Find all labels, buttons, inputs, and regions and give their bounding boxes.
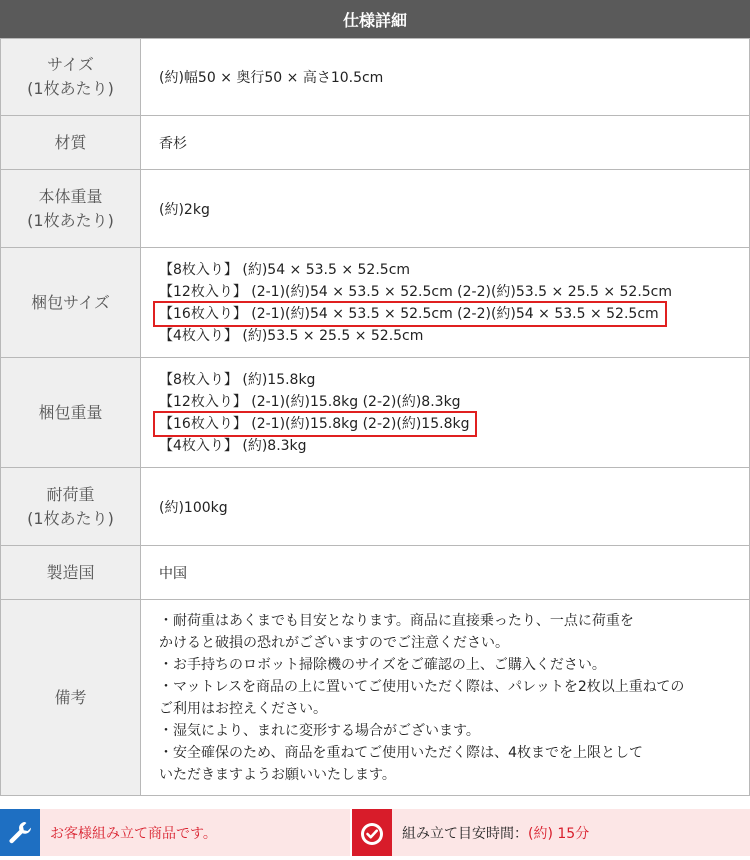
row-value-material: 香杉 <box>141 116 750 170</box>
row-label-notes: 備考 <box>1 600 141 796</box>
table-row <box>1 468 750 546</box>
pack-weight-line: 【12枚入り】 (2-1)(約)15.8kg (2-2)(約)8.3kg <box>159 393 461 410</box>
row-value-pack-weight <box>141 358 750 468</box>
row-label-pack-size: 梱包サイズ <box>1 248 141 358</box>
note-item: ・湿気により、まれに変形する場合がございます。 <box>159 722 480 739</box>
assembly-notice <box>0 809 350 856</box>
row-label-pack-weight: 梱包重量 <box>1 358 141 468</box>
row-value-load: (約)100kg <box>141 468 750 546</box>
table-row <box>1 248 750 358</box>
spec-table <box>0 38 750 796</box>
note-item-cont: いただきますようお願いいたします。 <box>159 766 396 783</box>
assembly-time <box>352 809 750 856</box>
row-value-origin: 中国 <box>141 546 750 600</box>
pack-weight-line-highlighted: 【16枚入り】 (2-1)(約)15.8kg (2-2)(約)15.8kg <box>155 413 475 435</box>
table-row <box>1 546 750 600</box>
note-item: ・マットレスを商品の上に置いてご使用いただく際は、パレットを2枚以上重ねての <box>159 678 685 695</box>
time-value: (約) 15分 <box>528 825 590 842</box>
row-label-load: 耐荷重 (1枚あたり) <box>1 468 141 546</box>
pack-size-line-highlighted: 【16枚入り】 (2-1)(約)54 × 53.5 × 52.5cm (2-2)(約)54 × 53.5 × 52.5cm <box>155 303 665 325</box>
note-item: ・安全確保のため、商品を重ねてご使用いただく際は、4枚までを上限として <box>159 744 643 761</box>
table-row <box>1 358 750 468</box>
time-label: 組み立て目安時間： <box>402 825 528 842</box>
pack-weight-line: 【4枚入り】 (約)8.3kg <box>159 437 307 454</box>
assembly-text: お客様組み立て商品です。 <box>50 825 217 842</box>
row-label-weight: 本体重量 (1枚あたり) <box>1 170 141 248</box>
row-label-size: サイズ (1枚あたり) <box>1 39 141 116</box>
row-value-notes <box>141 600 750 796</box>
pack-size-line: 【12枚入り】 (2-1)(約)54 × 53.5 × 52.5cm (2-2)(約)53.5 × 25.5 × 52.5cm <box>159 283 673 300</box>
table-row <box>1 39 750 116</box>
row-value-size: (約)幅50 × 奥行50 × 高さ10.5cm <box>141 39 750 116</box>
row-label-material: 材質 <box>1 116 141 170</box>
table-row <box>1 116 750 170</box>
row-value-pack-size <box>141 248 750 358</box>
pack-size-line: 【8枚入り】 (約)54 × 53.5 × 52.5cm <box>159 261 411 278</box>
page-title: 仕様詳細 <box>0 0 750 38</box>
clock-icon <box>352 809 392 856</box>
table-row <box>1 170 750 248</box>
pack-weight-line: 【8枚入り】 (約)15.8kg <box>159 371 316 388</box>
row-label-origin: 製造国 <box>1 546 141 600</box>
table-row <box>1 600 750 796</box>
note-item: ・お手持ちのロボット掃除機のサイズをご確認の上、ご購入ください。 <box>159 656 606 673</box>
note-item-cont: ご利用はお控えください。 <box>159 700 327 717</box>
row-value-weight: (約)2kg <box>141 170 750 248</box>
note-item: ・耐荷重はあくまでも目安となります。商品に直接乗ったり、一点に荷重を <box>159 612 634 629</box>
wrench-icon <box>0 809 40 856</box>
note-item-cont: かけると破損の恐れがございますのでご注意ください。 <box>159 634 509 651</box>
pack-size-line: 【4枚入り】 (約)53.5 × 25.5 × 52.5cm <box>159 327 424 344</box>
